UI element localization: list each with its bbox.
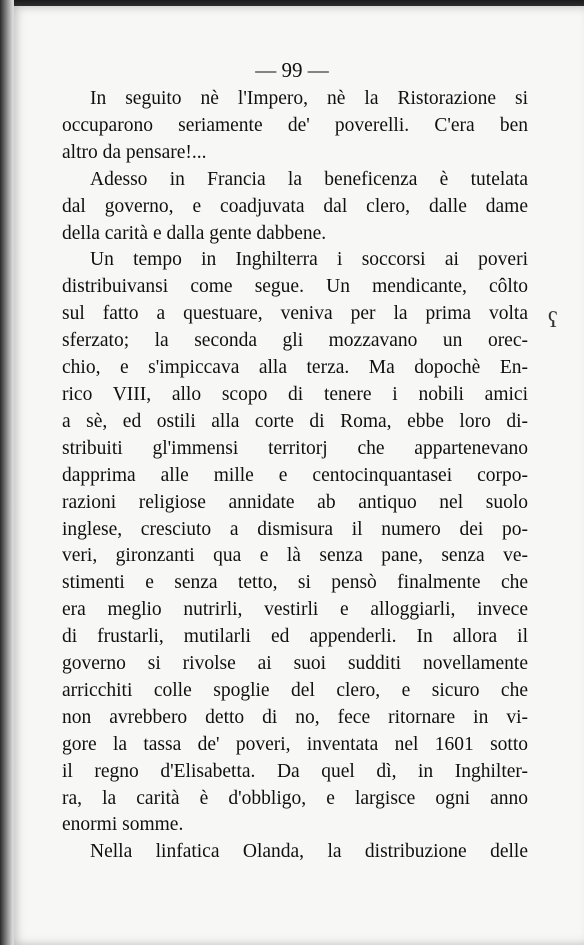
text-line: dapprima alle mille e centocinquantasei corpo- — [62, 464, 528, 486]
text-line: razioni religiose annidate ab antiquo nel suolo — [62, 491, 528, 513]
text-line: Un tempo in Inghilterra i soccorsi ai poveri — [90, 249, 528, 271]
text-line: il regno d'Elisabetta. Da quel dì, in Inghilter- — [62, 760, 528, 782]
text-line: gore la tassa de' poveri, inventata nel 1601 sotto — [62, 733, 528, 755]
text-line: occuparono seriamente de' poverelli. C'era ben — [62, 114, 528, 136]
text-line: veri, gironzanti qua e là senza pane, senza ve- — [62, 545, 528, 567]
text-line: governo si rivolse ai suoi sudditi novellamente — [62, 653, 528, 675]
text-line: non avrebbero detto di no, fece ritornare in vi- — [62, 706, 528, 728]
text-line: a sè, ed ostili alla corte di Roma, ebbe loro di- — [62, 410, 528, 432]
text-line: Nella linfatica Olanda, la distribuzione delle — [90, 841, 528, 863]
text-line: sul fatto a questuare, veniva per la prima volta — [62, 303, 528, 325]
text-line: era meglio nutrirli, vestirli e alloggiarli, invece — [62, 599, 528, 621]
text-line: distribuivansi come segue. Un mendicante, côlto — [62, 276, 528, 298]
text-line: dal governo, e coadjuvata dal clero, dalle dame — [62, 195, 528, 217]
text-line: altro da pensare!... — [62, 141, 207, 163]
page-number: — 99 — — [255, 58, 329, 82]
text-line: rico VIII, allo scopo di tenere i nobili amici — [62, 383, 528, 405]
body-text — [62, 86, 528, 866]
page-binding-edge — [0, 0, 14, 945]
text-line: In seguito nè l'Impero, nè la Ristorazione si — [90, 88, 528, 109]
text-line: Adesso in Francia la beneficenza è tutelata — [90, 168, 528, 190]
margin-mark: ʕ — [548, 307, 558, 332]
text-line: sferzato; la seconda gli mozzavano un orec- — [62, 330, 528, 352]
text-line: arricchiti colle spoglie del clero, e sicuro che — [62, 679, 528, 701]
text-line: enormi somme. — [62, 814, 184, 836]
text-line: chio, e s'impiccava alla terza. Ma dopochè En- — [62, 357, 528, 379]
text-line: stribuiti gl'immensi territorj che appartenevano — [62, 437, 528, 459]
text-line: della carità e dalla gente dabbene. — [62, 222, 327, 244]
text-line: inglese, cresciuto a dismisura il numero dei po- — [62, 518, 528, 540]
text-line: ra, la carità è d'obbligo, e largisce ogni anno — [62, 787, 528, 809]
text-line: di frustarli, mutilarli ed appenderli. In allora il — [62, 626, 528, 648]
text-line: stimenti e senza tetto, si pensò finalmente che — [62, 572, 528, 594]
